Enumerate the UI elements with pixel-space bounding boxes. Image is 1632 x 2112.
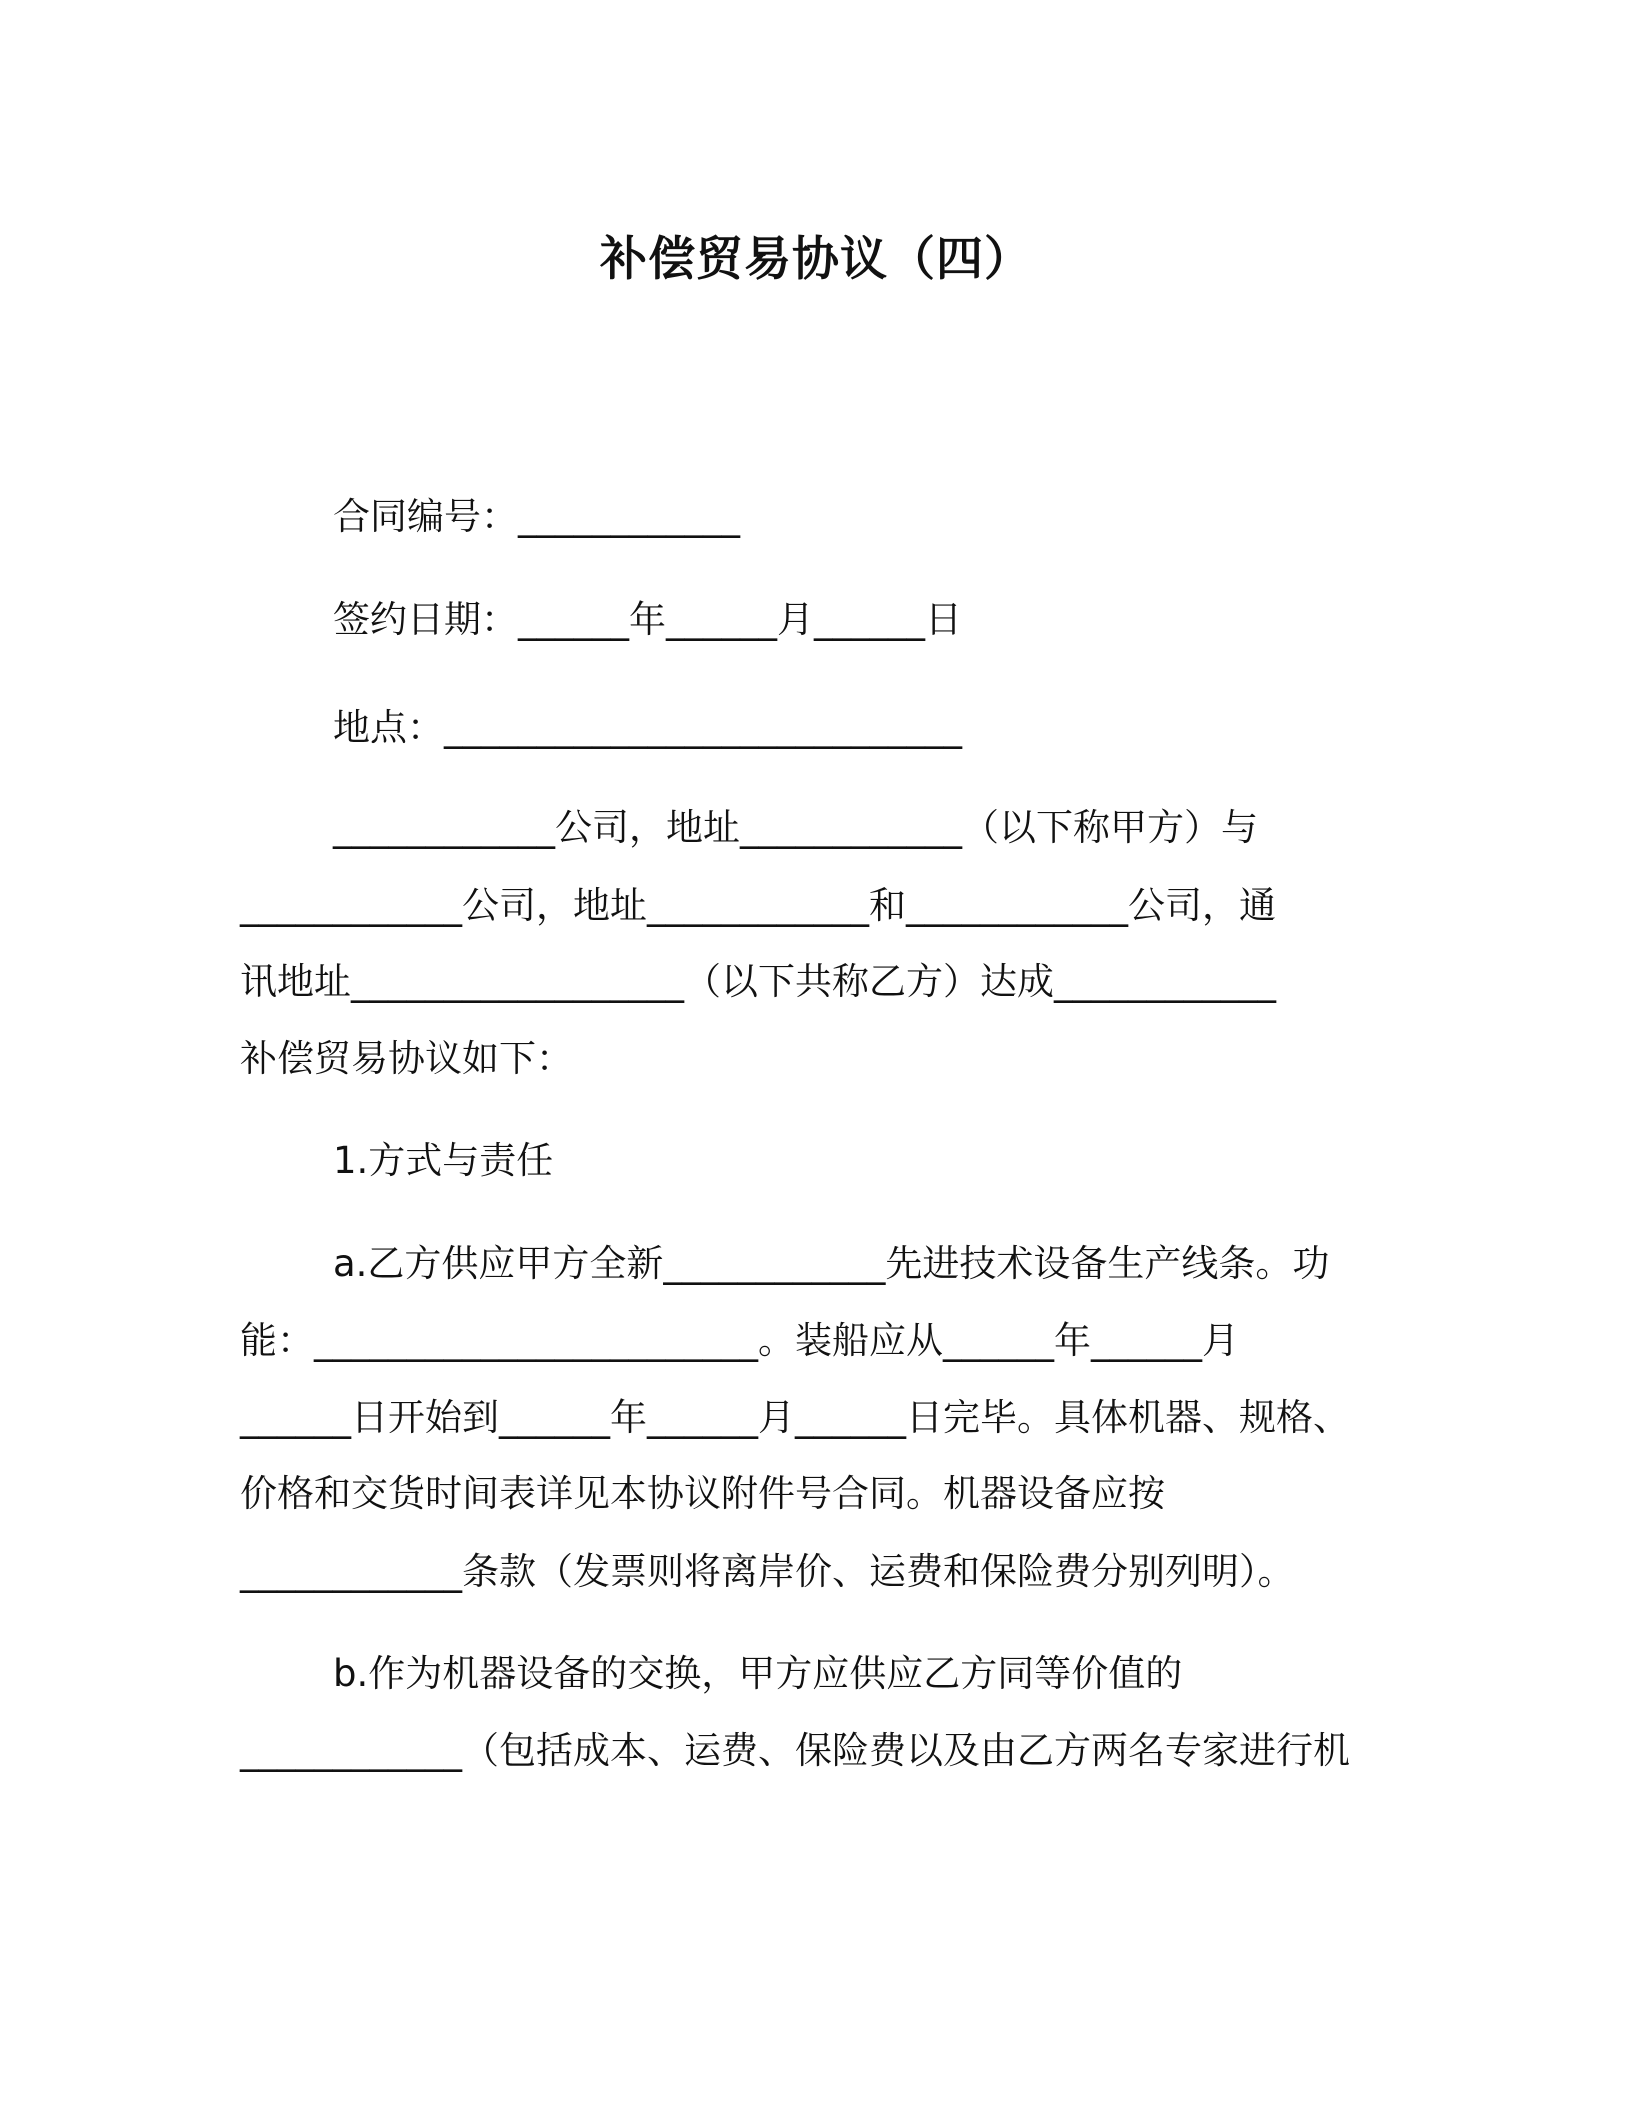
paragraph-line: 补偿贸易协议如下： bbox=[240, 1037, 573, 1080]
section-heading: 1.方式与责任 bbox=[333, 1139, 554, 1182]
paragraph-line: b.作为机器设备的交换，甲方应供应乙方同等价值的 bbox=[333, 1652, 1183, 1695]
paragraph-line: ______日开始到______年______月______日完毕。具体机器、规格、 bbox=[240, 1396, 1350, 1439]
signing-date-line: 签约日期：______年______月______日 bbox=[333, 598, 962, 641]
paragraph-line: ____________条款（发票则将离岸价、运费和保险费分别列明）。 bbox=[240, 1550, 1295, 1593]
paragraph-line: 价格和交货时间表详见本协议附件号合同。机器设备应按 bbox=[240, 1472, 1165, 1515]
paragraph-line: ____________公司，地址____________和____________公司，通 bbox=[240, 884, 1276, 927]
paragraph-line: 能：________________________。装船应从______年______月 bbox=[240, 1319, 1239, 1362]
location-line: 地点：____________________________ bbox=[333, 706, 962, 749]
paragraph-line: ____________公司，地址____________（以下称甲方）与 bbox=[333, 806, 1258, 849]
contract-number-line: 合同编号：____________ bbox=[333, 495, 740, 538]
paragraph-line: ____________（包括成本、运费、保险费以及由乙方两名专家进行机 bbox=[240, 1729, 1350, 1772]
paragraph-line: 讯地址__________________（以下共称乙方）达成____________ bbox=[240, 960, 1276, 1003]
document-title: 补偿贸易协议（四） bbox=[600, 232, 1032, 287]
paragraph-line: a.乙方供应甲方全新____________先进技术设备生产线条。功 bbox=[333, 1242, 1330, 1285]
